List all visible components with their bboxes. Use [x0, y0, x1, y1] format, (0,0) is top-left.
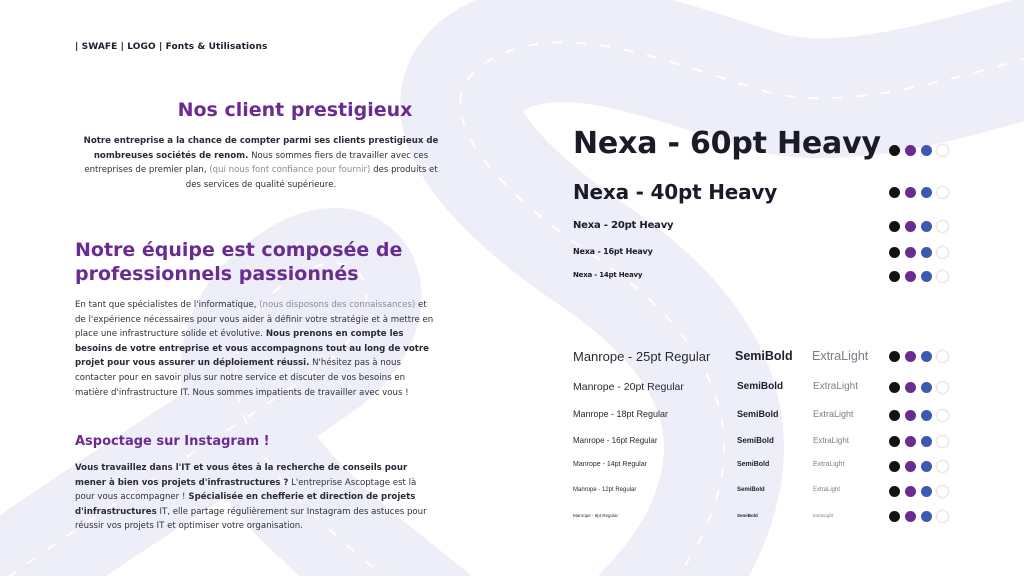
- team-text-muted: (nous disposons des connaissances): [256, 300, 416, 310]
- clients-text-bold: Notre entreprise a la chance de compter parmi ses clients prestigieux de nombreuses sociétés de renom.: [83, 136, 439, 161]
- color-swatch-row: [889, 145, 948, 156]
- color-swatch-row: [889, 436, 948, 447]
- color-swatch-blue: [921, 247, 932, 258]
- manrope-20pt-semibold: SemiBold: [737, 381, 784, 392]
- color-swatch-white: [937, 271, 948, 282]
- color-swatch-black: [889, 221, 900, 232]
- nexa-20pt-sample: Nexa - 20pt Heavy: [573, 220, 674, 231]
- color-swatch-row: [889, 351, 948, 362]
- color-swatch-purple: [905, 436, 916, 447]
- color-swatch-purple: [905, 145, 916, 156]
- breadcrumb-brand: SWAFE: [81, 42, 118, 52]
- color-swatch-blue: [921, 511, 932, 522]
- team-text-3: N'hésitez pas à nous contacter pour en savoir plus sur notre service et discuter de vos besoins en matière d'infrastructure IT. Nous sommes impatients de travailler avec vous !: [75, 358, 409, 398]
- color-swatch-purple: [905, 511, 916, 522]
- manrope-12pt-extralight: ExtraLight: [813, 487, 841, 493]
- manrope-9pt-extralight: ExtraLight: [813, 513, 834, 518]
- color-swatch-blue: [921, 145, 932, 156]
- manrope-16pt-regular: Manrope - 16pt Regular: [573, 436, 658, 445]
- color-swatch-row: [889, 461, 948, 472]
- breadcrumb-separator: |: [155, 42, 166, 52]
- color-swatch-row: [889, 221, 948, 232]
- manrope-14pt-semibold: SemiBold: [737, 461, 770, 468]
- color-swatch-row: [889, 410, 948, 421]
- color-swatch-white: [937, 511, 948, 522]
- manrope-9pt-semibold: SemiBold: [737, 513, 758, 518]
- color-swatch-white: [937, 247, 948, 258]
- color-swatch-purple: [905, 351, 916, 362]
- color-swatch-row: [889, 187, 948, 198]
- instagram-text-bold-1: Vous travaillez dans l'IT et vous êtes à la recherche de conseils pour mener à bien vos projets d'infrastructures ?: [75, 463, 408, 488]
- color-swatch-black: [889, 486, 900, 497]
- team-paragraph: [75, 298, 437, 400]
- clients-text: Nous sommes fiers de travailler avec ces entreprises de premier plan,: [84, 150, 429, 176]
- breadcrumb-logo: LOGO: [127, 42, 156, 52]
- color-swatch-purple: [905, 247, 916, 258]
- color-swatch-blue: [921, 486, 932, 497]
- color-swatch-black: [889, 511, 900, 522]
- color-swatch-black: [889, 351, 900, 362]
- manrope-20pt-extralight: ExtraLight: [813, 381, 859, 392]
- color-swatch-row: [889, 511, 948, 522]
- team-text-2: et de l'expérience nécessaires pour vous aider à définir votre stratégie et à mettre en place une infrastructure solide et évolutive.: [75, 300, 434, 340]
- team-text-1: En tant que spécialistes de l'informatique,: [75, 300, 257, 310]
- color-swatch-white: [937, 145, 948, 156]
- color-swatch-purple: [905, 461, 916, 472]
- color-swatch-blue: [921, 271, 932, 282]
- instagram-text-bold-2: Spécialisée en chefferie et direction de projets d'infrastructures: [75, 492, 416, 517]
- breadcrumb-separator: |: [75, 42, 82, 52]
- color-swatch-row: [889, 271, 948, 282]
- manrope-25pt-extralight: ExtraLight: [812, 349, 869, 363]
- manrope-18pt-extralight: ExtraLight: [813, 409, 854, 419]
- color-swatch-black: [889, 461, 900, 472]
- color-swatch-blue: [921, 382, 932, 393]
- color-swatch-purple: [905, 187, 916, 198]
- manrope-18pt-semibold: SemiBold: [737, 409, 779, 419]
- color-swatch-black: [889, 436, 900, 447]
- color-swatch-row: [889, 486, 948, 497]
- color-swatch-white: [937, 351, 948, 362]
- color-swatch-white: [937, 382, 948, 393]
- color-swatch-purple: [905, 410, 916, 421]
- nexa-16pt-sample: Nexa - 16pt Heavy: [573, 247, 653, 256]
- manrope-12pt-semibold: SemiBold: [737, 487, 765, 493]
- color-swatch-blue: [921, 461, 932, 472]
- color-swatch-white: [937, 410, 948, 421]
- color-swatch-white: [937, 221, 948, 232]
- color-swatch-blue: [921, 187, 932, 198]
- instagram-heading: Aspoctage sur Instagram !: [75, 434, 270, 449]
- instagram-text-1: L'entreprise Ascoptage est là pour vous accompagner !: [75, 477, 417, 503]
- color-swatch-blue: [921, 410, 932, 421]
- color-swatch-black: [889, 410, 900, 421]
- color-swatch-white: [937, 486, 948, 497]
- instagram-paragraph: [75, 461, 437, 534]
- nexa-40pt-sample: Nexa - 40pt Heavy: [573, 180, 778, 204]
- color-swatch-blue: [921, 221, 932, 232]
- team-text-bold: Nous prenons en compte les besoins de votre entreprise et vous accompagnons tout au long de votre projet pour vous assurer un déploiement réussi.: [75, 329, 429, 369]
- breadcrumb: [75, 42, 267, 52]
- color-swatch-row: [889, 247, 948, 258]
- clients-heading: Nos client prestigieux: [177, 99, 413, 121]
- manrope-14pt-extralight: ExtraLight: [813, 461, 845, 468]
- color-swatch-black: [889, 382, 900, 393]
- color-swatch-purple: [905, 382, 916, 393]
- nexa-14pt-sample: Nexa - 14pt Heavy: [573, 271, 643, 279]
- nexa-60pt-sample: Nexa - 60pt Heavy: [573, 126, 881, 161]
- manrope-20pt-regular: Manrope - 20pt Regular: [573, 381, 684, 393]
- clients-paragraph: [78, 134, 444, 192]
- color-swatch-white: [937, 187, 948, 198]
- breadcrumb-separator: |: [117, 42, 128, 52]
- instagram-text-2: IT, elle partage régulièrement sur Instagram des astuces pour réussir vos projets IT et optimiser votre organisation.: [75, 506, 427, 532]
- color-swatch-purple: [905, 271, 916, 282]
- color-swatch-black: [889, 271, 900, 282]
- color-swatch-row: [889, 382, 948, 393]
- manrope-12pt-regular: Manrope - 12pt Regular: [573, 487, 637, 493]
- manrope-25pt-regular: Manrope - 25pt Regular: [573, 349, 711, 364]
- color-swatch-blue: [921, 436, 932, 447]
- color-swatch-black: [889, 247, 900, 258]
- manrope-25pt-semibold: SemiBold: [735, 349, 793, 363]
- color-swatch-white: [937, 461, 948, 472]
- clients-text-muted: (qui nous font confiance pour fournir): [206, 165, 371, 176]
- color-swatch-black: [889, 187, 900, 198]
- manrope-16pt-semibold: SemiBold: [737, 436, 774, 445]
- manrope-14pt-regular: Manrope - 14pt Regular: [573, 461, 647, 468]
- breadcrumb-section: Fonts & Utilisations: [165, 42, 268, 52]
- color-swatch-blue: [921, 351, 932, 362]
- manrope-9pt-regular: Manrope - 9pt Regular: [573, 513, 619, 518]
- clients-text-end: des produits et des services de qualité supérieure.: [185, 165, 438, 190]
- color-swatch-purple: [905, 486, 916, 497]
- manrope-16pt-extralight: ExtraLight: [813, 436, 850, 445]
- color-swatch-black: [889, 145, 900, 156]
- team-heading: Notre équipe est composée de professionnels passionnés: [75, 239, 403, 285]
- manrope-18pt-regular: Manrope - 18pt Regular: [573, 409, 669, 419]
- color-swatch-white: [937, 436, 948, 447]
- color-swatch-purple: [905, 221, 916, 232]
